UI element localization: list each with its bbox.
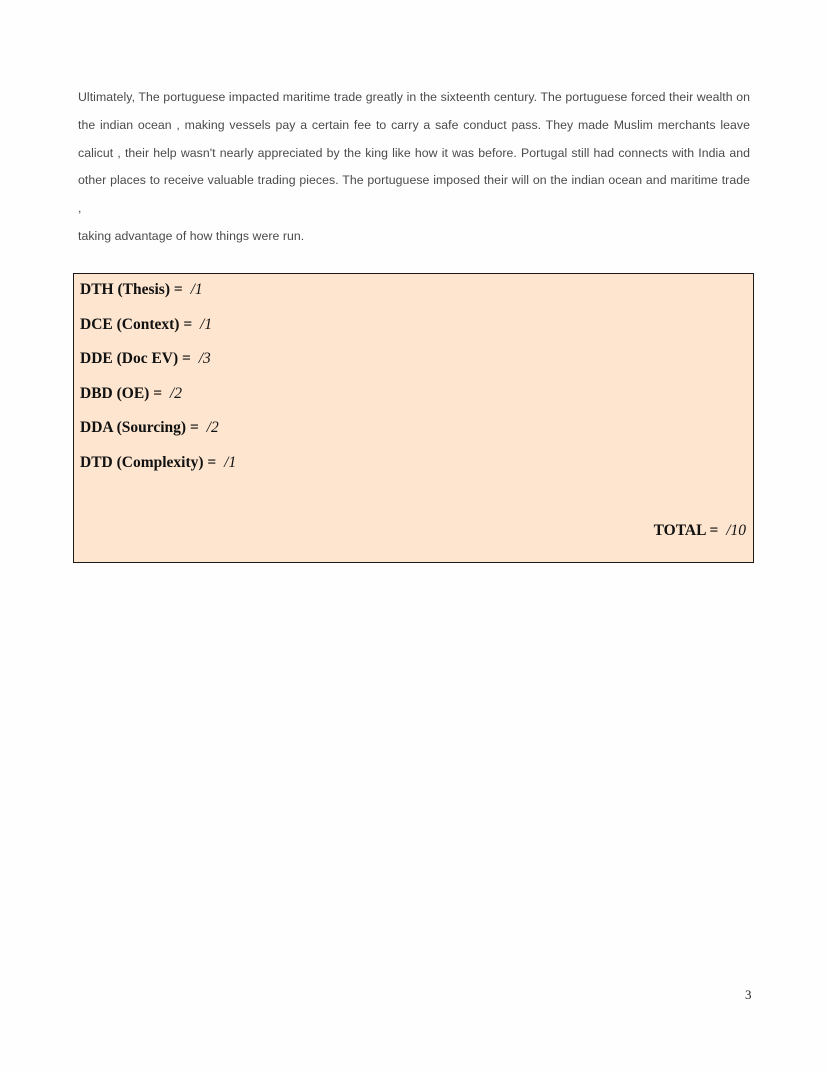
rubric-row-context	[80, 316, 212, 334]
rubric-row-sourcing	[80, 419, 219, 437]
scoring-rubric-box	[73, 273, 754, 563]
rubric-total-row	[654, 522, 746, 540]
rubric-score: /2	[206, 419, 219, 436]
rubric-total-label: TOTAL =	[653, 522, 719, 539]
essay-line: Ultimately, The portuguese impacted maritime trade greatly in the sixteenth century. The portuguese forced their wealth on	[78, 90, 750, 104]
rubric-score: /1	[190, 281, 203, 298]
essay-line: taking advantage of how things were run.	[78, 228, 305, 243]
essay-paragraph	[78, 84, 750, 251]
rubric-label: DBD (OE) =	[80, 384, 163, 402]
rubric-row-outside-evidence	[80, 385, 182, 403]
essay-line: the indian ocean , making vessels pay a certain fee to carry a safe conduct pass. They made Muslim merchants leave	[78, 117, 750, 132]
rubric-score: /1	[200, 315, 213, 333]
rubric-label: DCE (Context) =	[80, 315, 193, 333]
rubric-row-thesis	[80, 281, 203, 299]
rubric-score: /3	[198, 350, 211, 367]
rubric-score: /2	[169, 384, 182, 402]
page-number: 3	[745, 987, 752, 1002]
essay-line: calicut , their help wasn't nearly appreciated by the king like how it was before. Portugal still had connects with India and	[78, 145, 750, 160]
rubric-label: DTH (Thesis) =	[80, 281, 183, 298]
rubric-label: DDE (Doc EV) =	[80, 350, 191, 367]
rubric-total-score: /10	[726, 522, 746, 539]
rubric-label: DDA (Sourcing) =	[80, 419, 199, 436]
rubric-row-doc-evidence	[80, 350, 211, 368]
rubric-score: /1	[224, 453, 237, 471]
rubric-row-complexity	[80, 454, 236, 472]
essay-line: other places to receive valuable trading pieces. The portuguese imposed their will on the indian ocean and maritime trade ,	[78, 173, 750, 216]
rubric-label: DTD (Complexity) =	[80, 453, 217, 471]
